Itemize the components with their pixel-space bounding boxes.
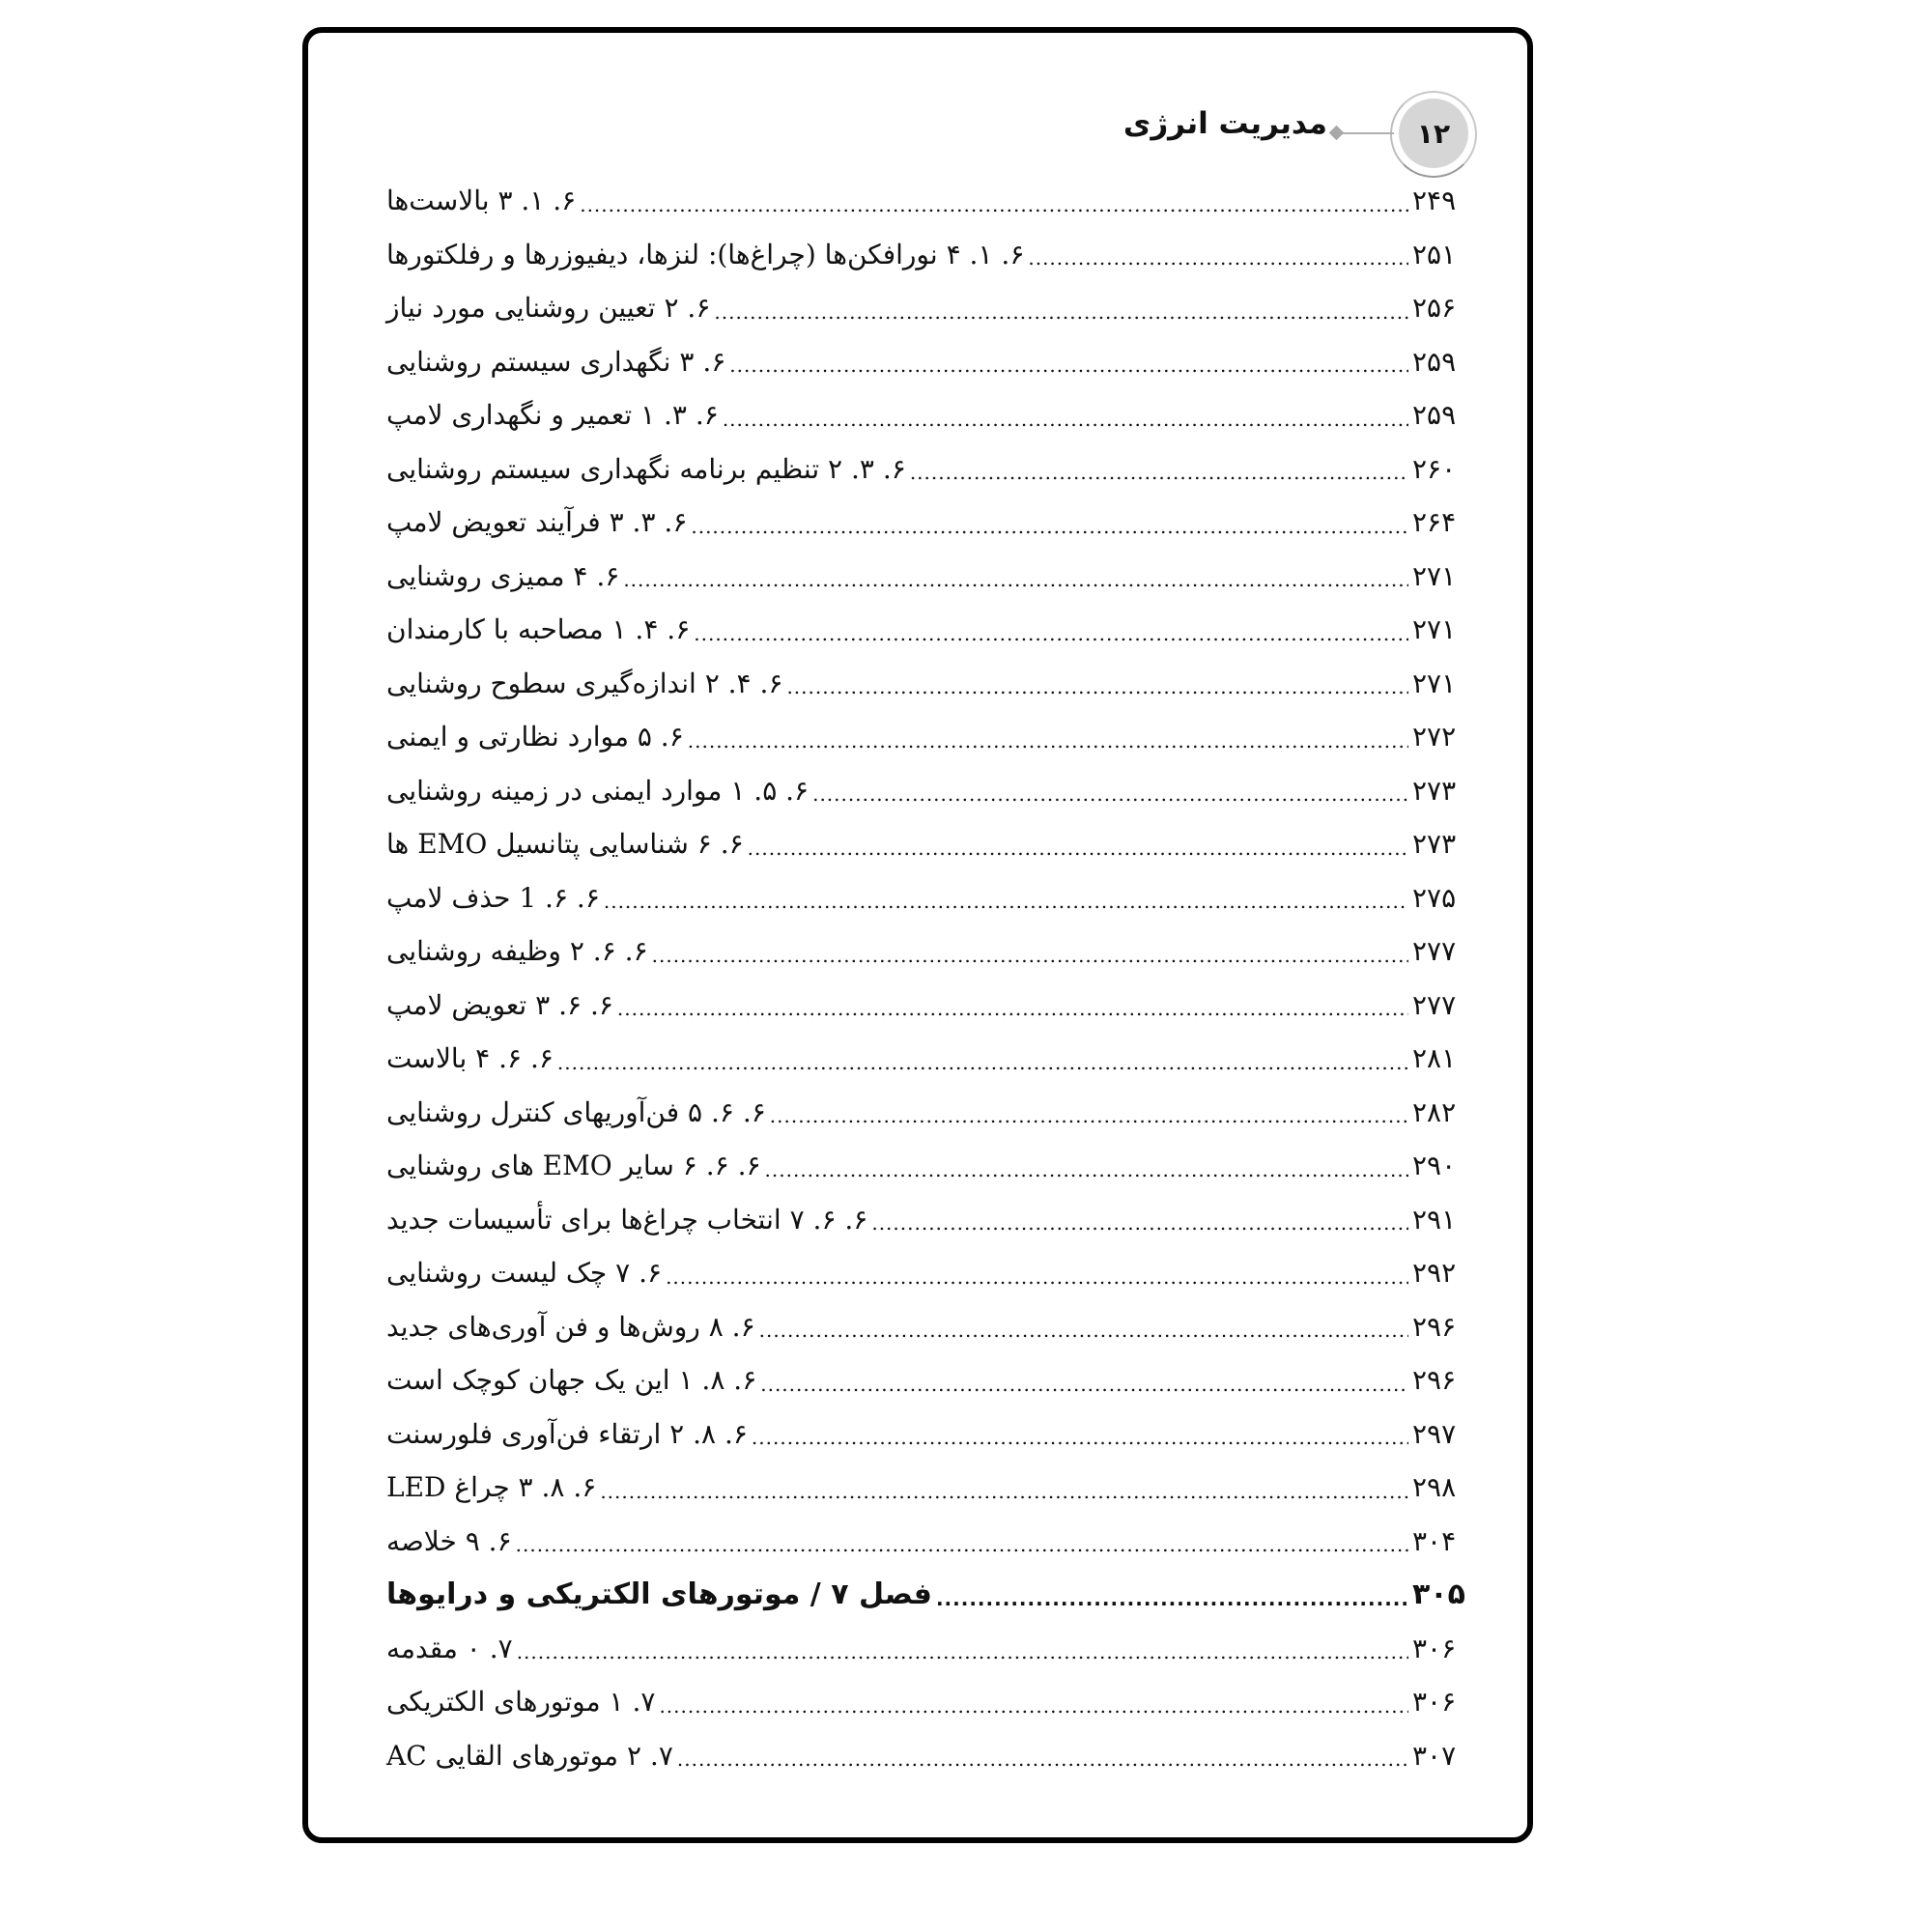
toc-entry-label — [384, 292, 710, 324]
toc-section-title: تعیین روشنایی مورد نیاز — [386, 292, 656, 325]
toc-section-number: ۶. ۳ — [679, 345, 726, 378]
toc-section-number: ۶. ۱. ۴ — [946, 238, 1025, 270]
toc-page-number: ۳۰۷ — [1412, 1739, 1457, 1772]
toc-section-number: ۶. ۶. ۶ — [682, 1150, 761, 1182]
toc-section-number: ۶. ۴. ۱ — [611, 613, 691, 646]
toc-page-number: ۲۷۳ — [1412, 774, 1457, 807]
toc-page-number: ۲۸۲ — [1412, 1095, 1457, 1128]
toc-section-number: ۶. ۶. ۷ — [789, 1203, 868, 1236]
toc-section-number: ۶. ۴. ۲ — [704, 667, 783, 699]
toc-section-number: ۷. ۱ — [609, 1686, 656, 1719]
toc-page-number: ۲۶۰ — [1412, 452, 1457, 485]
toc-section-number: ۶. ۸. ۱ — [678, 1364, 757, 1397]
toc-page-number: ۲۷۱ — [1412, 667, 1457, 699]
page-number-badge: ۱۲ — [1399, 99, 1468, 168]
toc-row[interactable] — [384, 1675, 1470, 1729]
toc-section-number: ۶. ۶. ۲ — [569, 935, 648, 968]
toc-section-title: روش‌ها و فن آوری‌های جدید — [386, 1310, 700, 1343]
toc-section-title: انتخاب چراغ‌ها برای تأسیسات جدید — [386, 1203, 781, 1236]
toc-section-title: ارتقاء فن‌آوری فلورسنت — [386, 1417, 662, 1450]
table-of-contents — [384, 174, 1470, 1782]
toc-row[interactable] — [384, 1032, 1470, 1086]
toc-section-number: ۶. ۹ — [465, 1524, 512, 1557]
toc-page-number: ۲۶۴ — [1412, 506, 1457, 539]
toc-entry-label — [384, 560, 619, 592]
toc-section-title: اندازه‌گیری سطوح روشنایی — [386, 667, 696, 699]
toc-page-number: ۲۹۷ — [1412, 1417, 1457, 1450]
toc-section-number: ۶. ۶. ۵ — [688, 1095, 766, 1128]
toc-row[interactable] — [384, 335, 1470, 389]
diamond-icon — [1329, 126, 1345, 141]
toc-page-number: ۲۹۶ — [1412, 1310, 1457, 1343]
toc-row[interactable] — [384, 1139, 1470, 1193]
toc-section-title: سایر EMO های روشنایی — [386, 1150, 674, 1182]
toc-section-title: موارد ایمنی در زمینه روشنایی — [386, 774, 723, 807]
toc-row[interactable] — [384, 550, 1470, 604]
toc-section-title: تنظیم برنامه نگهداری سیستم روشنایی — [386, 452, 820, 485]
toc-page-number: ۲۷۷ — [1412, 988, 1457, 1021]
toc-entry-label — [384, 1204, 867, 1236]
toc-section-number: ۶. ۸. ۲ — [669, 1417, 748, 1450]
toc-entry-label — [384, 346, 725, 378]
toc-section-number: ۶. ۳. ۲ — [828, 452, 906, 485]
toc-section-number: ۶. ۸. ۳ — [518, 1471, 597, 1504]
toc-entry-label — [384, 1364, 756, 1396]
toc-row[interactable] — [384, 603, 1470, 657]
toc-row[interactable] — [384, 1353, 1470, 1407]
toc-page-number: ۳۰۶ — [1412, 1686, 1457, 1719]
toc-row[interactable] — [384, 228, 1470, 282]
toc-entry-label — [384, 1418, 748, 1450]
toc-section-number: ۶. ۳. ۱ — [640, 399, 719, 432]
toc-section-title: تعمیر و نگهداری لامپ — [386, 399, 633, 432]
dot-leader — [604, 883, 1408, 912]
toc-entry-label — [384, 1150, 761, 1181]
toc-entry-label — [384, 1633, 513, 1664]
dot-leader — [759, 1312, 1408, 1341]
toc-section-title: موارد نظارتی و ایمنی — [386, 721, 629, 753]
toc-page-number: ۲۵۹ — [1412, 345, 1457, 378]
toc-entry-label — [384, 506, 687, 538]
toc-row[interactable] — [384, 1622, 1470, 1676]
toc-section-title: خلاصه — [386, 1524, 457, 1557]
toc-section-number: فصل ۷ / — [810, 1577, 932, 1612]
toc-section-title: فرآیند تعویض لامپ — [386, 506, 601, 539]
toc-section-title: نگهداری سیستم روشنایی — [386, 345, 671, 378]
toc-section-title: تعویض لامپ — [386, 988, 527, 1021]
dot-leader — [691, 508, 1408, 537]
dot-leader — [770, 1097, 1408, 1126]
book-title: مدیریت انرژی — [1122, 106, 1327, 141]
toc-section-title: موتورهای القایی AC — [386, 1739, 619, 1772]
toc-section-title: مصاحبه با کارمندان — [386, 613, 604, 646]
toc-section-number: ۶. ۶. 1 — [519, 881, 600, 914]
toc-section-title: چک لیست روشنایی — [386, 1257, 608, 1290]
toc-section-title: بالاست‌ها — [386, 185, 490, 217]
toc-page-number: ۲۷۷ — [1412, 935, 1457, 968]
toc-section-title: موتورهای الکتریکی و درایوها — [386, 1577, 801, 1612]
toc-row[interactable] — [384, 1300, 1470, 1354]
toc-entry-label — [384, 1686, 655, 1718]
toc-entry-label — [384, 1042, 554, 1074]
toc-row[interactable] — [384, 388, 1470, 442]
dot-leader — [517, 1634, 1408, 1662]
dot-leader — [786, 668, 1408, 697]
dot-leader — [936, 1580, 1408, 1609]
dot-leader — [812, 776, 1408, 805]
toc-section-title: موتورهای الکتریکی — [386, 1686, 601, 1719]
toc-entry-label — [384, 668, 782, 699]
toc-section-number: ۶. ۶ — [696, 828, 744, 861]
toc-page-number: ۲۵۱ — [1412, 238, 1457, 270]
toc-page-number: ۲۹۶ — [1412, 1364, 1457, 1397]
toc-page-number: ۲۷۱ — [1412, 613, 1457, 646]
toc-section-title: بالاست — [386, 1042, 468, 1075]
dot-leader — [765, 1151, 1408, 1180]
toc-row[interactable] — [384, 1515, 1470, 1569]
toc-section-number: ۶. ۵. ۱ — [730, 774, 810, 807]
toc-row[interactable] — [384, 1407, 1470, 1462]
dot-leader — [714, 294, 1408, 323]
toc-entry-label — [384, 1311, 755, 1343]
toc-page-number: ۲۴۹ — [1412, 185, 1457, 217]
toc-section-number: ۶. ۱. ۳ — [497, 185, 577, 217]
toc-page-number: ۲۷۵ — [1412, 881, 1457, 914]
dot-leader — [748, 830, 1408, 859]
toc-page-number: ۳۰۴ — [1412, 1524, 1457, 1557]
toc-page-number: ۲۹۲ — [1412, 1257, 1457, 1290]
toc-entry-label — [384, 882, 600, 914]
toc-row[interactable] — [384, 979, 1470, 1033]
toc-section-number: ۶. ۳. ۳ — [609, 506, 688, 539]
toc-section-number: ۶. ۴ — [573, 559, 620, 592]
dot-leader — [752, 1419, 1408, 1448]
toc-page-number: ۲۵۶ — [1412, 292, 1457, 325]
dot-leader — [910, 454, 1408, 483]
toc-page-number: ۲۹۸ — [1412, 1471, 1457, 1504]
dot-leader — [600, 1473, 1408, 1502]
toc-section-title: وظیفه روشنایی — [386, 935, 561, 968]
dot-leader — [516, 1526, 1408, 1555]
dot-leader — [1028, 240, 1408, 269]
toc-page-number: ۲۵۹ — [1412, 399, 1457, 432]
dot-leader — [557, 1044, 1408, 1073]
toc-section-title: نورافکن‌ها (چراغ‌ها): لنزها، دیفیوزرها و رفلکتورها — [386, 238, 938, 270]
page-header — [1063, 77, 1507, 164]
toc-entry-label — [384, 775, 809, 807]
toc-row[interactable] — [384, 1086, 1470, 1140]
toc-section-number: ۷. ۰ — [466, 1632, 513, 1664]
toc-section-title: این یک جهان کوچک است — [386, 1364, 670, 1397]
toc-section-title: ممیزی روشنایی — [386, 559, 565, 592]
dot-leader — [617, 990, 1408, 1019]
toc-page-number: ۲۷۳ — [1412, 828, 1457, 861]
header-connector-line — [1338, 132, 1394, 134]
toc-section-number: ۷. ۲ — [626, 1739, 673, 1772]
toc-section-number: ۶. ۶. ۳ — [535, 988, 613, 1021]
dot-leader — [659, 1688, 1408, 1717]
toc-page-number: ۳۰۵ — [1412, 1577, 1465, 1612]
toc-section-number: ۶. ۶. ۴ — [475, 1042, 554, 1075]
toc-row[interactable] — [384, 924, 1470, 979]
toc-section-title: فن‌آوریهای کنترل روشنایی — [386, 1095, 680, 1128]
toc-row[interactable] — [384, 1246, 1470, 1300]
dot-leader — [688, 723, 1408, 752]
toc-row[interactable] — [384, 281, 1470, 335]
toc-row[interactable] — [384, 174, 1470, 228]
toc-section-title: حذف لامپ — [386, 881, 511, 914]
dot-leader — [666, 1259, 1408, 1288]
dot-leader — [723, 401, 1408, 430]
toc-row[interactable] — [384, 496, 1470, 550]
toc-row[interactable] — [384, 1729, 1470, 1783]
toc-entry-label — [384, 1096, 766, 1128]
toc-row[interactable] — [384, 764, 1470, 818]
toc-entry-label — [384, 989, 613, 1021]
toc-entry-label — [384, 935, 648, 967]
toc-section-title: مقدمه — [386, 1632, 458, 1664]
toc-page-number: ۲۷۲ — [1412, 721, 1457, 753]
toc-row[interactable] — [384, 442, 1470, 497]
toc-entry-label — [384, 185, 576, 216]
toc-entry-label — [384, 1471, 596, 1503]
toc-section-number: ۶. ۷ — [615, 1257, 663, 1290]
dot-leader — [652, 937, 1408, 966]
dot-leader — [729, 347, 1408, 376]
toc-row[interactable] — [384, 657, 1470, 711]
toc-entry-label — [384, 613, 690, 645]
toc-entry-label — [384, 453, 906, 485]
toc-entry-label — [384, 1525, 512, 1557]
toc-entry-label — [384, 1577, 932, 1611]
dot-leader — [580, 186, 1408, 215]
toc-row[interactable] — [384, 817, 1470, 871]
toc-row[interactable] — [384, 710, 1470, 764]
toc-entry-label — [384, 1740, 673, 1772]
toc-row[interactable] — [384, 1461, 1470, 1515]
toc-entry-label — [384, 721, 684, 753]
toc-row[interactable] — [384, 871, 1470, 925]
toc-entry-label — [384, 399, 719, 431]
toc-row[interactable] — [384, 1193, 1470, 1247]
toc-page-number: ۲۹۰ — [1412, 1150, 1457, 1182]
toc-section-number: ۶. ۲ — [664, 292, 711, 325]
toc-chapter-row[interactable] — [384, 1568, 1470, 1622]
toc-page-number: ۲۹۱ — [1412, 1203, 1457, 1236]
toc-section-number: ۶. ۵ — [637, 721, 684, 753]
dot-leader — [871, 1205, 1408, 1234]
toc-entry-label — [384, 239, 1024, 270]
toc-page-number: ۲۸۱ — [1412, 1042, 1457, 1075]
dot-leader — [760, 1366, 1408, 1395]
toc-section-title: شناسایی پتانسیل EMO ها — [386, 828, 689, 861]
toc-section-title: چراغ LED — [386, 1471, 510, 1504]
toc-entry-label — [384, 828, 744, 860]
toc-section-number: ۶. ۸ — [708, 1310, 755, 1343]
dot-leader — [623, 561, 1408, 590]
toc-entry-label — [384, 1257, 662, 1289]
dot-leader — [694, 615, 1408, 644]
dot-leader — [677, 1741, 1408, 1770]
toc-page-number: ۳۰۶ — [1412, 1632, 1457, 1664]
toc-page-number: ۲۷۱ — [1412, 559, 1457, 592]
